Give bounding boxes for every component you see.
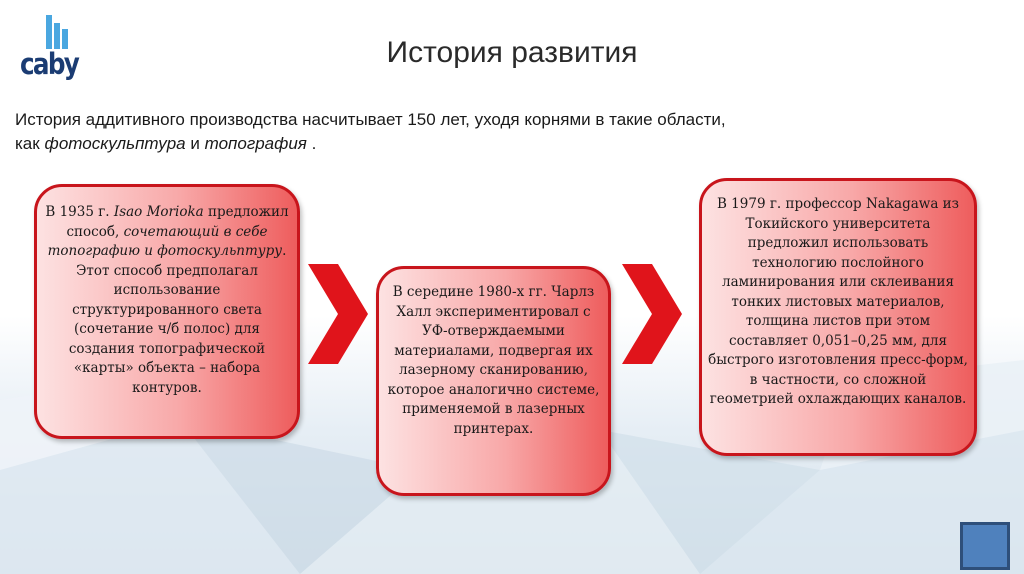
- box1-text-c: . Этот способ предполагал использование структурированного света (сочетание ч/б полос) для создания топографической «карты» объекта – набора контуров.: [68, 243, 287, 396]
- logo-text: caby: [20, 47, 79, 81]
- chevron-right-icon: [308, 264, 368, 364]
- box1-name: Isao Morioka: [113, 204, 204, 220]
- intro-joiner: и: [185, 134, 205, 153]
- history-box-1979: В 1979 г. профессор Nakagawa из Токийского университета предложил использовать технологию послойного ламинирования или склеивания тонких листовых материалов, толщина листов при этом составляет 0,051–0,25 мм, для быстрого изготовления пресс-форм, в частности, со сложной геометрией охлаждающих каналов.: [699, 178, 977, 456]
- chevron-right-icon: [622, 264, 682, 364]
- slide-title: История развития: [386, 36, 638, 69]
- intro-term-photosculpture: фотоскульптура: [44, 134, 186, 153]
- next-slide-button[interactable]: [960, 522, 1010, 570]
- box1-text-b: предложил способ,: [66, 204, 289, 240]
- box1-emphasis: сочетающий в себе топографию и фотоскульптуру: [47, 223, 283, 259]
- intro-text: [15, 108, 855, 156]
- intro-term-topography: топография: [204, 134, 307, 153]
- intro-suffix: .: [306, 134, 317, 153]
- intro-line1: История аддитивного производства насчитывает 150 лет, уходя корнями в такие области,: [15, 110, 726, 129]
- history-box-1935: [34, 184, 300, 439]
- box1-text-a: В 1935 г.: [45, 204, 114, 220]
- history-box-1980s: В середине 1980-х гг. Чарлз Халл экспериментировал с УФ-отверждаемыми материалами, подвергая их лазерному сканированию, которое аналогично системе, применяемой в лазерных принтерах.: [376, 266, 611, 496]
- intro-line2-prefix: как: [15, 134, 45, 153]
